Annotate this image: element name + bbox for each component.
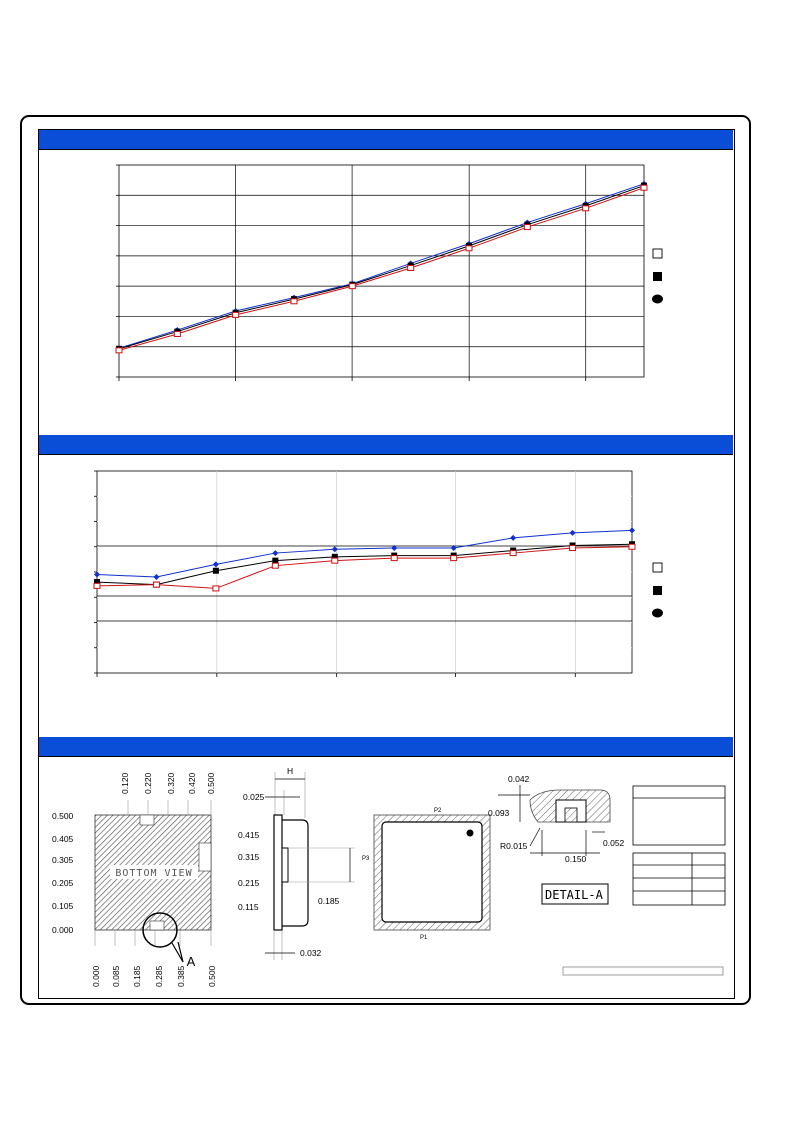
left-dim-2: 0.405 xyxy=(52,834,74,844)
land-pattern-view xyxy=(374,815,490,930)
left-dim-1: 0.500 xyxy=(52,811,74,821)
left-dim-4: 0.205 xyxy=(52,878,74,888)
left-dim-3: 0.305 xyxy=(52,855,74,865)
side-dim-185: 0.185 xyxy=(318,896,340,906)
bottom-dim-2: 0.085 xyxy=(111,965,121,987)
top-dim-4: 0.420 xyxy=(187,772,197,794)
side-view xyxy=(265,772,355,960)
detail-dim-042: 0.042 xyxy=(508,774,530,784)
side-dim-025: 0.025 xyxy=(243,792,265,802)
detail-dim-052: 0.052 xyxy=(603,838,625,848)
pin-p1: P1 xyxy=(420,935,428,941)
side-dim-h: H xyxy=(287,766,294,776)
bottom-dim-6: 0.500 xyxy=(207,965,217,987)
pin-p2: P2 xyxy=(434,808,442,814)
side-dim-032: 0.032 xyxy=(300,948,322,958)
bottom-dim-5: 0.385 xyxy=(176,965,186,987)
right-dims xyxy=(238,830,260,912)
top-dims xyxy=(120,772,216,794)
bottom-view xyxy=(95,800,211,969)
left-dim-5: 0.105 xyxy=(52,901,74,911)
right-dim-3: 0.215 xyxy=(238,878,260,888)
top-dim-1: 0.120 xyxy=(120,772,130,794)
bottom-dim-4: 0.285 xyxy=(154,965,164,987)
detail-dim-150: 0.150 xyxy=(565,854,587,864)
bottom-dim-3: 0.185 xyxy=(132,965,142,987)
bottom-dims xyxy=(91,965,217,987)
top-dim-2: 0.220 xyxy=(143,772,153,794)
right-dim-1: 0.415 xyxy=(238,830,260,840)
detail-a-label: DETAIL-A xyxy=(545,888,603,902)
right-dim-4: 0.115 xyxy=(238,902,259,912)
top-dim-3: 0.320 xyxy=(166,772,176,794)
left-dim-6: 0.000 xyxy=(52,925,74,935)
right-dim-2: 0.315 xyxy=(238,852,260,862)
callout-a: A xyxy=(186,954,196,969)
detail-dim-r015: R0.015 xyxy=(500,841,528,851)
revision-box xyxy=(563,967,723,975)
top-dim-5: 0.500 xyxy=(206,772,216,794)
pin-p3: P3 xyxy=(362,856,370,862)
left-dims xyxy=(52,811,74,935)
bottom-view-label: BOTTOM VIEW xyxy=(115,868,193,879)
detail-dim-093: 0.093 xyxy=(488,808,510,818)
info-table xyxy=(633,853,725,905)
bottom-dim-1: 0.000 xyxy=(91,965,101,987)
info-box xyxy=(633,786,725,845)
